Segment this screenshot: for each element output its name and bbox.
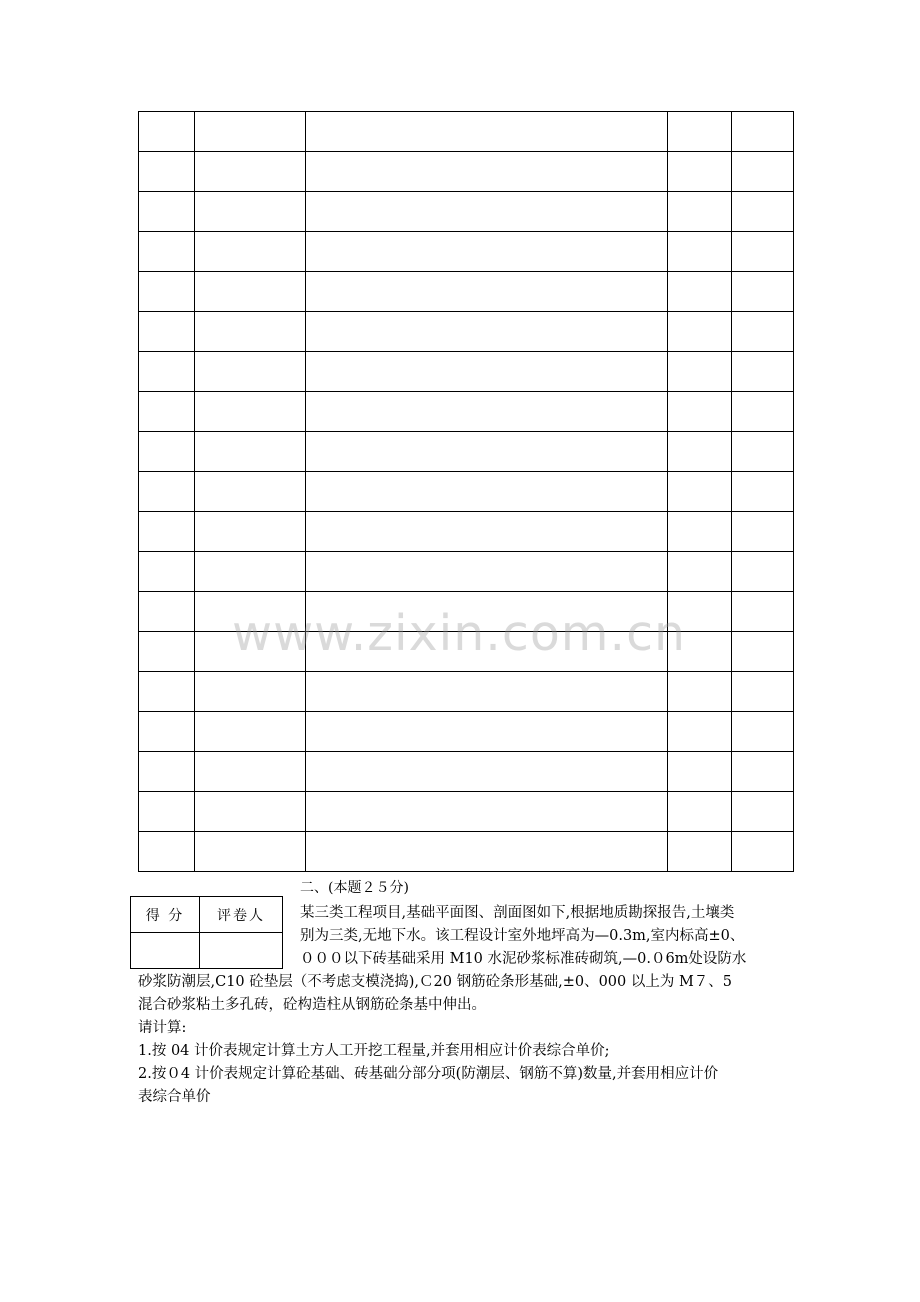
grid-row xyxy=(139,832,794,872)
grid-cell xyxy=(306,752,668,792)
grid-cell xyxy=(139,112,195,152)
grid-cell xyxy=(195,152,306,192)
grid-cell xyxy=(668,112,732,152)
blank-answer-grid xyxy=(138,111,794,872)
score-label: 得 分 xyxy=(131,897,200,933)
grid-cell xyxy=(306,352,668,392)
grid-cell xyxy=(306,312,668,352)
grid-row xyxy=(139,472,794,512)
grid-row xyxy=(139,552,794,592)
grid-cell xyxy=(306,472,668,512)
grid-cell xyxy=(139,432,195,472)
grid-cell xyxy=(139,752,195,792)
grid-cell xyxy=(139,672,195,712)
grid-cell xyxy=(139,472,195,512)
grader-cell xyxy=(200,933,283,969)
grid-cell xyxy=(139,592,195,632)
grid-row xyxy=(139,752,794,792)
grid-cell xyxy=(139,312,195,352)
grid-cell xyxy=(195,192,306,232)
grid-cell xyxy=(668,752,732,792)
grid-cell xyxy=(668,152,732,192)
grid-row xyxy=(139,672,794,712)
grid-cell xyxy=(195,432,306,472)
watermark: www.zixin.com.cn xyxy=(232,605,687,662)
question-line: 表综合单价 xyxy=(138,1089,211,1105)
grid-cell xyxy=(195,712,306,752)
grid-cell xyxy=(668,352,732,392)
grid-cell xyxy=(306,112,668,152)
grid-row xyxy=(139,512,794,552)
grid-row xyxy=(139,792,794,832)
grid-cell xyxy=(668,232,732,272)
grid-row xyxy=(139,432,794,472)
question-line: 1.按 04 计价表规定计算土方人工开挖工程量,并套用相应计价表综合单价; xyxy=(138,1043,610,1059)
grid-cell xyxy=(668,672,732,712)
grid-cell xyxy=(195,792,306,832)
grid-cell xyxy=(732,552,794,592)
grid-row xyxy=(139,232,794,272)
grid-cell xyxy=(195,232,306,272)
grid-cell xyxy=(195,312,306,352)
grid-cell xyxy=(732,232,794,272)
question-body-full xyxy=(138,971,732,1109)
grid-cell xyxy=(668,192,732,232)
grid-cell xyxy=(306,152,668,192)
grid-cell xyxy=(732,632,794,672)
grid-row xyxy=(139,312,794,352)
grid-cell xyxy=(732,112,794,152)
grid-row xyxy=(139,392,794,432)
grid-cell xyxy=(195,512,306,552)
grid-cell xyxy=(732,752,794,792)
grid-cell xyxy=(732,672,794,712)
grid-cell xyxy=(139,832,195,872)
grid-cell xyxy=(732,152,794,192)
grid-cell xyxy=(668,792,732,832)
grid-cell xyxy=(139,192,195,232)
grid-cell xyxy=(195,112,306,152)
grid-cell xyxy=(195,352,306,392)
grid-cell xyxy=(668,472,732,512)
score-cell xyxy=(131,933,200,969)
grid-cell xyxy=(139,552,195,592)
grid-cell xyxy=(306,712,668,752)
grid-cell xyxy=(668,312,732,352)
grid-cell xyxy=(306,392,668,432)
grid-cell xyxy=(195,272,306,312)
score-box xyxy=(130,896,283,969)
grid-cell xyxy=(195,672,306,712)
grid-row xyxy=(139,112,794,152)
question-line: 别为三类,无地下水。该工程设计室外地坪高为—0.3m,室内标高±0、 xyxy=(300,928,745,944)
grid-cell xyxy=(668,552,732,592)
grid-row xyxy=(139,712,794,752)
grid-cell xyxy=(139,352,195,392)
grid-cell xyxy=(306,552,668,592)
grid-cell xyxy=(668,432,732,472)
grid-row xyxy=(139,192,794,232)
grid-cell xyxy=(732,832,794,872)
question-line: 请计算: xyxy=(138,1020,187,1036)
grid-cell xyxy=(139,632,195,672)
grid-cell xyxy=(195,472,306,512)
question-line: 砂浆防潮层,C10 砼垫层（不考虑支模浇捣),Ｃ20 钢筋砼条形基础,±0、000 以上为 M７、5 xyxy=(138,974,733,990)
grid-cell xyxy=(668,392,732,432)
grid-cell xyxy=(139,392,195,432)
grid-cell xyxy=(306,512,668,552)
grid-cell xyxy=(732,592,794,632)
grid-cell xyxy=(139,512,195,552)
grid-cell xyxy=(195,832,306,872)
grid-cell xyxy=(732,792,794,832)
grid-cell xyxy=(668,512,732,552)
grid-cell xyxy=(306,272,668,312)
grid-cell xyxy=(732,432,794,472)
grid-cell xyxy=(139,712,195,752)
grid-cell xyxy=(668,272,732,312)
grid-cell xyxy=(732,352,794,392)
grid-cell xyxy=(139,232,195,272)
grid-cell xyxy=(732,512,794,552)
grid-cell xyxy=(668,712,732,752)
grid-cell xyxy=(732,312,794,352)
grid-cell xyxy=(732,712,794,752)
grid-cell xyxy=(306,232,668,272)
grid-cell xyxy=(732,392,794,432)
question-line: 混合砂浆粘土多孔砖，砼构造柱从钢筋砼条基中伸出。 xyxy=(138,997,486,1013)
grid-cell xyxy=(306,192,668,232)
question-body-narrow xyxy=(300,902,746,971)
grid-cell xyxy=(732,192,794,232)
question-line: 某三类工程项目,基础平面图、剖面图如下,根据地质勘探报告,土壤类 xyxy=(300,905,735,921)
grid-cell xyxy=(668,832,732,872)
grader-label: 评卷人 xyxy=(200,897,283,933)
grid-cell xyxy=(732,272,794,312)
grid-cell xyxy=(306,792,668,832)
grid-row xyxy=(139,352,794,392)
grid-row xyxy=(139,152,794,192)
question-heading: 二、(本题２５分) xyxy=(300,880,409,896)
grid-cell xyxy=(139,152,195,192)
grid-cell xyxy=(195,552,306,592)
question-line: ０００以下砖基础采用 M10 水泥砂浆标准砖砌筑,—0.０6m处设防水 xyxy=(300,951,747,967)
grid-cell xyxy=(195,392,306,432)
grid-cell xyxy=(306,672,668,712)
grid-cell xyxy=(139,272,195,312)
grid-cell xyxy=(139,792,195,832)
grid-cell xyxy=(195,752,306,792)
question-line: 2.按０4 计价表规定计算砼基础、砖基础分部分项(防潮层、钢筋不算)数量,并套用相应计价 xyxy=(138,1066,719,1082)
grid-cell xyxy=(306,832,668,872)
grid-cell xyxy=(732,472,794,512)
grid-row xyxy=(139,272,794,312)
grid-cell xyxy=(306,432,668,472)
